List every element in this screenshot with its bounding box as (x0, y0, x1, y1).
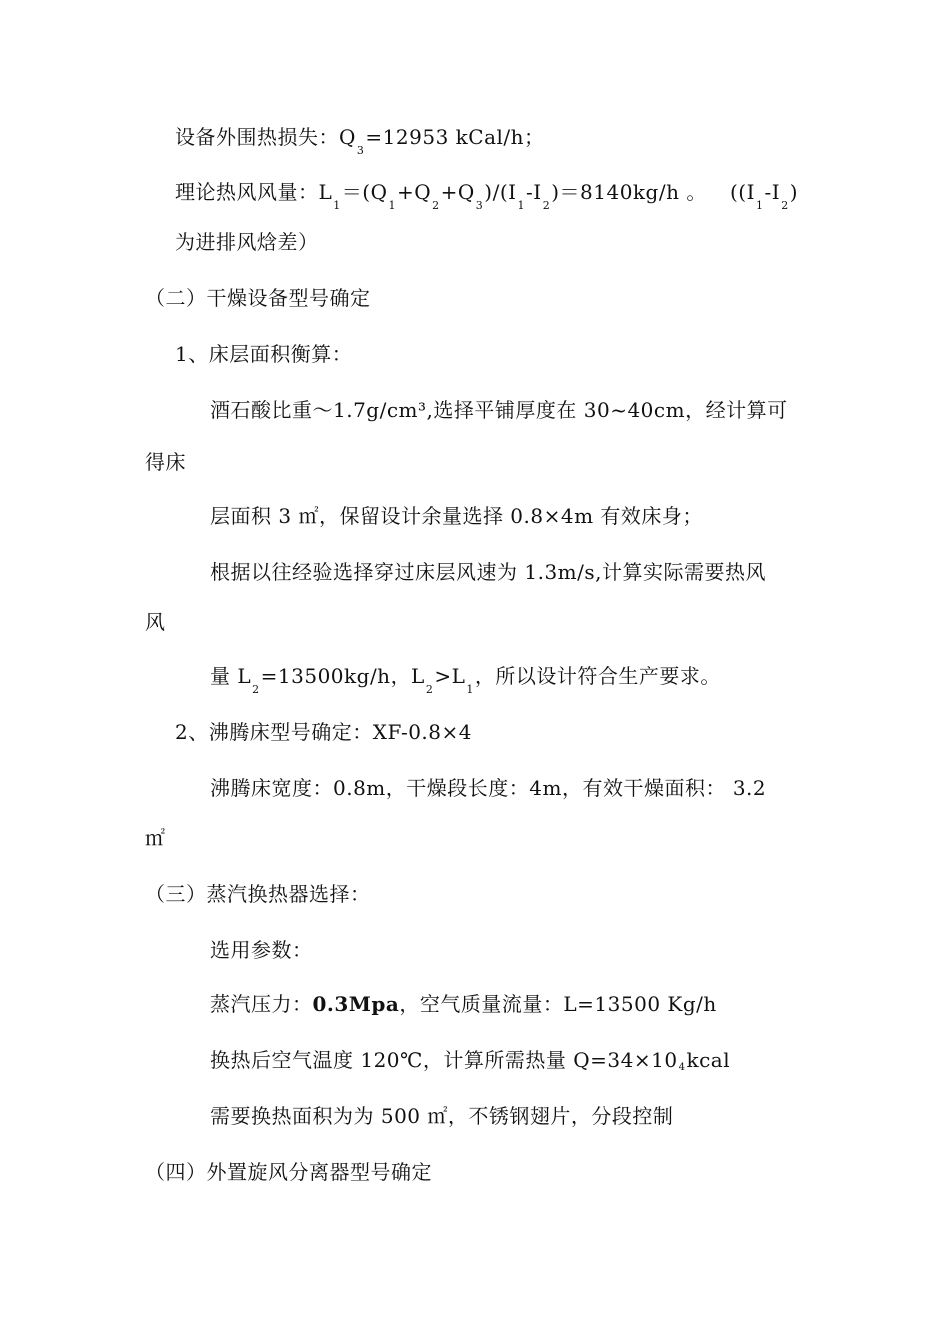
params-heading: 选用参数： (210, 938, 313, 962)
heat-loss-line: 设备外围热损失：$Q_3=12953$ kCal/h； (175, 125, 545, 157)
item-1-heading: 1、床层面积衡算： (175, 342, 353, 366)
bed-dimensions-line-cont: ㎡ (145, 826, 166, 850)
section-4-heading: （四）外置旋风分离器型号确定 (145, 1160, 432, 1184)
exchange-area-line: 需要换热面积为为 500 ㎡，不锈钢翅片，分段控制 (210, 1104, 674, 1128)
density-line: 酒石酸比重～1.7g/cm³,选择平铺厚度在 30~40cm，经计算可 (210, 398, 788, 422)
speed-line: 根据以往经验选择穿过床层风速为 1.3m/s,计算实际需要热风 (210, 560, 766, 584)
enthalpy-note: 为进排风焓差） (175, 230, 319, 254)
section-2-heading: （二）干燥设备型号确定 (145, 286, 371, 310)
area-line: 层面积 3 ㎡，保留设计余量选择 0.8×4m 有效床身； (210, 504, 703, 528)
item-2-heading: 2、沸腾床型号确定：XF-0.8×4 (175, 720, 472, 744)
l2-line: 量 $L_2=13500kg/h$，$L_2>L_1$，所以设计符合生产要求。 (210, 664, 721, 696)
heat-line: 换热后空气温度 120℃，计算所需热量 Q=34×104kcal (210, 1048, 731, 1073)
steam-line: 蒸汽压力：0.3Mpa，空气质量流量：L=13500 Kg/h (210, 992, 717, 1016)
density-line-cont: 得床 (145, 450, 186, 474)
bed-dimensions-line: 沸腾床宽度：0.8m，干燥段长度：4m，有效干燥面积： 3.2 (210, 776, 767, 800)
section-3-heading: （三）蒸汽换热器选择： (145, 882, 371, 906)
enthalpy-note-open: ($(I_1-I_2)$ (730, 180, 798, 212)
speed-line-cont: 风 (145, 610, 166, 634)
theory-air-line: 理论热风风量：$L_1=(Q_1+Q_2+Q_3)/(I_1-I_2)=8140kg/h$ 。 (175, 180, 707, 212)
